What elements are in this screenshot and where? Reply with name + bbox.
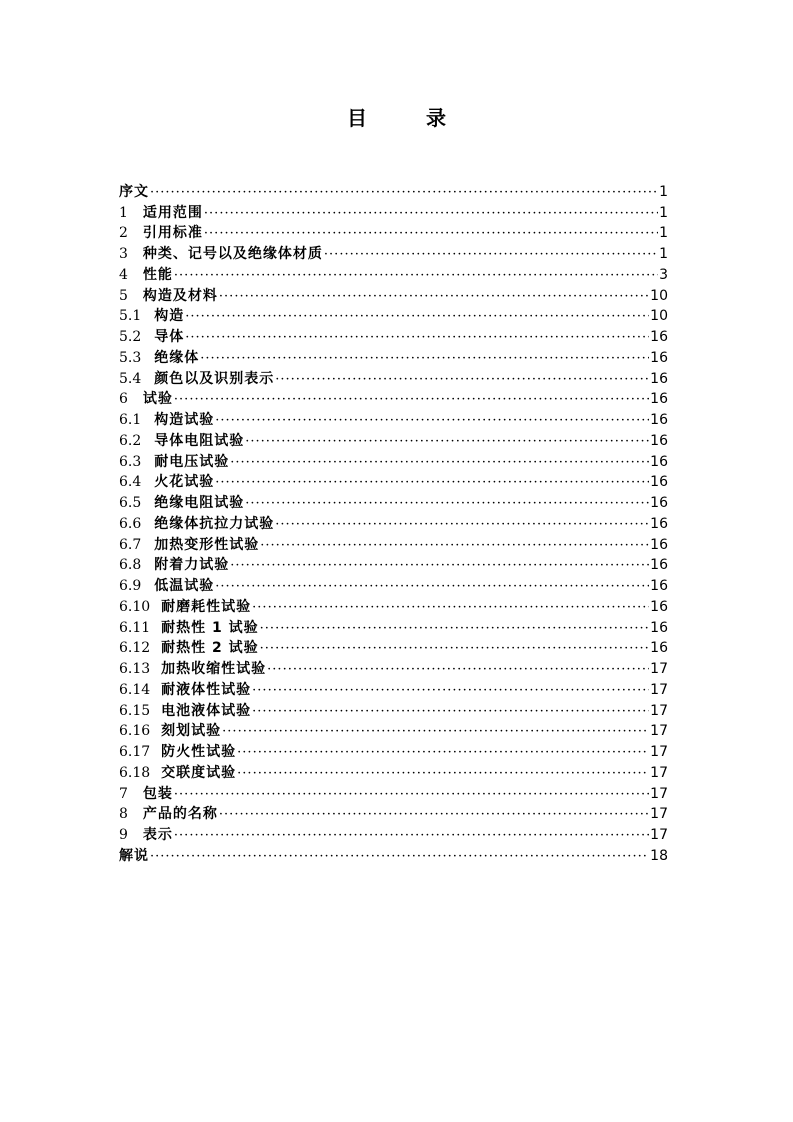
toc-entry-page: 17 <box>650 827 668 843</box>
toc-dot-leader <box>219 806 649 823</box>
toc-dot-leader <box>219 288 649 305</box>
toc-entry[interactable] <box>119 823 668 844</box>
toc-entry-page: 16 <box>650 474 668 491</box>
toc-entry-title: 解说 <box>119 847 149 864</box>
toc-entry-number: 6.15 <box>119 702 151 719</box>
toc-dot-leader <box>200 350 649 367</box>
toc-dot-leader <box>252 703 649 720</box>
toc-dot-leader <box>324 246 658 263</box>
toc-entry-page: 16 <box>650 453 668 470</box>
toc-entry[interactable] <box>119 471 668 492</box>
toc-entry-number: 8 <box>119 806 128 823</box>
toc-dot-leader <box>215 578 649 595</box>
toc-entry[interactable] <box>119 533 668 554</box>
toc-entry[interactable] <box>119 616 668 637</box>
toc-entry-title: 引用标准 <box>142 225 203 242</box>
toc-entry-number: 5.3 <box>119 349 142 366</box>
toc-entry-page: 17 <box>650 702 668 719</box>
toc-dot-leader <box>237 744 649 761</box>
toc-entry-title: 试验 <box>142 391 173 408</box>
toc-entry-title: 火花试验 <box>154 474 215 491</box>
toc-entry-title: 导体 <box>154 329 185 345</box>
toc-entry-title: 适用范围 <box>142 204 203 221</box>
toc-entry[interactable] <box>119 222 668 243</box>
toc-dot-leader <box>204 225 658 242</box>
toc-entry-title: 绝缘体 <box>154 349 200 366</box>
toc-entry-page: 16 <box>650 495 668 511</box>
toc-entry-number: 6.1 <box>119 412 142 428</box>
toc-entry-title: 低温试验 <box>154 578 215 594</box>
toc-entry-number: 6.2 <box>119 432 142 449</box>
toc-entry-number: 7 <box>119 785 128 802</box>
toc-dot-leader <box>237 765 649 782</box>
toc-entry-number: 5.1 <box>119 308 142 325</box>
toc-dot-leader <box>150 184 658 201</box>
toc-entry-page: 16 <box>650 640 668 657</box>
toc-entry-page: 16 <box>650 329 668 345</box>
toc-entry-number: 5.2 <box>119 329 142 345</box>
toc-entry-title: 耐电压试验 <box>154 453 230 470</box>
toc-entry[interactable] <box>119 512 668 533</box>
toc-entry-title: 电池液体试验 <box>161 702 252 719</box>
toc-entry-title: 导体电阻试验 <box>154 432 245 449</box>
toc-entry[interactable] <box>119 388 668 409</box>
toc-entry[interactable] <box>119 491 668 512</box>
toc-dot-leader <box>174 267 658 284</box>
toc-entry-title: 交联度试验 <box>161 764 237 781</box>
toc-entry-title: 序文 <box>119 183 149 200</box>
toc-entry-page: 16 <box>650 412 668 428</box>
toc-entry-number: 9 <box>119 827 128 843</box>
toc-entry-number: 6 <box>119 391 128 408</box>
toc-entry[interactable] <box>119 574 668 595</box>
toc-dot-leader <box>185 329 649 346</box>
toc-entry-title: 附着力试验 <box>154 557 230 574</box>
toc-dot-leader <box>260 537 649 554</box>
toc-entry[interactable] <box>119 720 668 741</box>
toc-entry-page: 16 <box>650 557 668 574</box>
toc-entry-title: 绝缘体抗拉力试验 <box>154 515 275 532</box>
toc-dot-leader <box>245 495 649 512</box>
toc-entry-page: 16 <box>650 370 668 387</box>
toc-entry-number: 2 <box>119 225 128 242</box>
toc-entry[interactable] <box>119 782 668 803</box>
toc-entry-page: 16 <box>650 536 668 553</box>
toc-entry-page: 16 <box>650 598 668 615</box>
toc-dot-leader <box>230 454 649 471</box>
toc-entry-page: 1 <box>659 246 668 262</box>
page-title: 目 录 <box>347 106 472 130</box>
toc-dot-leader <box>260 640 650 657</box>
toc-entry-number: 6.14 <box>119 681 151 698</box>
toc-entry-title: 构造 <box>154 308 185 325</box>
toc-entry[interactable] <box>119 325 668 346</box>
toc-entry[interactable] <box>119 450 668 471</box>
toc-entry-number: 6.16 <box>119 723 151 740</box>
toc-entry-page: 16 <box>650 432 668 449</box>
toc-entry-number: 4 <box>119 266 128 283</box>
toc-entry-page: 16 <box>650 619 668 636</box>
toc-entry-page: 3 <box>659 266 668 283</box>
toc-entry-number: 6.5 <box>119 495 142 511</box>
toc-entry-page: 17 <box>650 806 668 823</box>
toc-entry-page: 17 <box>650 744 668 760</box>
toc-dot-leader <box>174 391 649 408</box>
table-of-contents <box>119 180 668 865</box>
toc-entry-number: 3 <box>119 246 128 262</box>
toc-entry[interactable] <box>119 761 668 782</box>
toc-entry-page: 1 <box>659 183 668 200</box>
toc-dot-leader <box>275 516 649 533</box>
toc-entry-title: 耐液体性试验 <box>161 681 252 698</box>
toc-entry[interactable] <box>119 263 668 284</box>
toc-entry-number: 6.8 <box>119 557 142 574</box>
toc-entry[interactable] <box>119 180 668 201</box>
toc-entry[interactable] <box>119 740 668 761</box>
toc-dot-leader <box>150 848 649 865</box>
toc-entry-title: 刻划试验 <box>161 723 222 740</box>
toc-dot-leader <box>215 412 649 429</box>
toc-dot-leader <box>174 786 649 803</box>
toc-dot-leader <box>252 682 649 699</box>
toc-entry[interactable] <box>119 284 668 305</box>
toc-entry-title: 颜色以及识别表示 <box>154 370 275 387</box>
toc-entry[interactable] <box>119 201 668 222</box>
toc-entry-page: 17 <box>650 764 668 781</box>
toc-dot-leader <box>252 599 649 616</box>
toc-entry-number: 6.9 <box>119 578 142 594</box>
toc-dot-leader <box>174 827 649 844</box>
toc-entry[interactable] <box>119 657 668 678</box>
toc-entry-number: 6.18 <box>119 764 151 781</box>
toc-entry-number: 6.7 <box>119 536 142 553</box>
toc-entry-title: 加热收缩性试验 <box>161 661 267 677</box>
toc-dot-leader <box>215 474 649 491</box>
toc-entry[interactable] <box>119 408 668 429</box>
toc-dot-leader <box>204 205 658 222</box>
toc-entry-title: 加热变形性试验 <box>154 536 260 553</box>
toc-entry-title: 表示 <box>142 827 173 843</box>
toc-dot-leader <box>230 557 649 574</box>
toc-entry-number: 6.12 <box>119 640 151 657</box>
toc-entry-page: 10 <box>650 287 668 304</box>
toc-entry-number: 1 <box>119 204 128 221</box>
toc-dot-leader <box>260 620 650 637</box>
toc-entry-page: 16 <box>650 578 668 594</box>
toc-entry-page: 1 <box>659 225 668 242</box>
toc-entry-number: 5 <box>119 287 128 304</box>
toc-entry-title: 产品的名称 <box>142 806 218 823</box>
toc-entry[interactable] <box>119 678 668 699</box>
toc-entry[interactable] <box>119 242 668 263</box>
toc-entry-title: 耐热性 2 试验 <box>161 640 259 657</box>
toc-entry[interactable] <box>119 554 668 575</box>
toc-entry-page: 1 <box>659 204 668 221</box>
toc-entry-title: 构造及材料 <box>142 287 218 304</box>
toc-entry-title: 性能 <box>142 266 173 283</box>
toc-dot-leader <box>275 371 649 388</box>
toc-entry[interactable] <box>119 699 668 720</box>
toc-entry-page: 17 <box>650 661 668 677</box>
toc-entry[interactable] <box>119 637 668 658</box>
toc-entry-number: 6.17 <box>119 744 151 760</box>
toc-entry[interactable] <box>119 367 668 388</box>
toc-entry-title: 防火性试验 <box>161 744 237 760</box>
toc-entry[interactable] <box>119 346 668 367</box>
toc-entry-number: 6.13 <box>119 661 151 677</box>
toc-entry-number: 6.4 <box>119 474 142 491</box>
toc-entry-page: 16 <box>650 349 668 366</box>
toc-entry[interactable] <box>119 803 668 824</box>
toc-entry[interactable] <box>119 305 668 326</box>
toc-entry-page: 16 <box>650 515 668 532</box>
toc-entry-title: 耐热性 1 试验 <box>161 619 259 636</box>
toc-entry-page: 17 <box>650 785 668 802</box>
toc-entry-number: 5.4 <box>119 370 142 387</box>
toc-entry-page: 17 <box>650 723 668 740</box>
toc-entry-number: 6.11 <box>119 619 151 636</box>
toc-entry-number: 6.3 <box>119 453 142 470</box>
toc-entry-number: 6.10 <box>119 598 151 615</box>
toc-entry-title: 种类、记号以及绝缘体材质 <box>142 246 323 262</box>
toc-dot-leader <box>222 723 649 740</box>
toc-entry-title: 绝缘电阻试验 <box>154 495 245 511</box>
toc-entry-page: 17 <box>650 681 668 698</box>
toc-dot-leader <box>245 433 649 450</box>
toc-entry-title: 包装 <box>142 785 173 802</box>
toc-entry[interactable] <box>119 595 668 616</box>
toc-entry-page: 16 <box>650 391 668 408</box>
toc-entry-title: 构造试验 <box>154 412 215 428</box>
toc-entry[interactable] <box>119 844 668 865</box>
toc-entry-title: 耐磨耗性试验 <box>161 598 252 615</box>
toc-entry[interactable] <box>119 429 668 450</box>
toc-dot-leader <box>267 661 649 678</box>
toc-entry-number: 6.6 <box>119 515 142 532</box>
toc-entry-page: 18 <box>650 847 668 864</box>
toc-dot-leader <box>185 308 649 325</box>
toc-entry-page: 10 <box>650 308 668 325</box>
